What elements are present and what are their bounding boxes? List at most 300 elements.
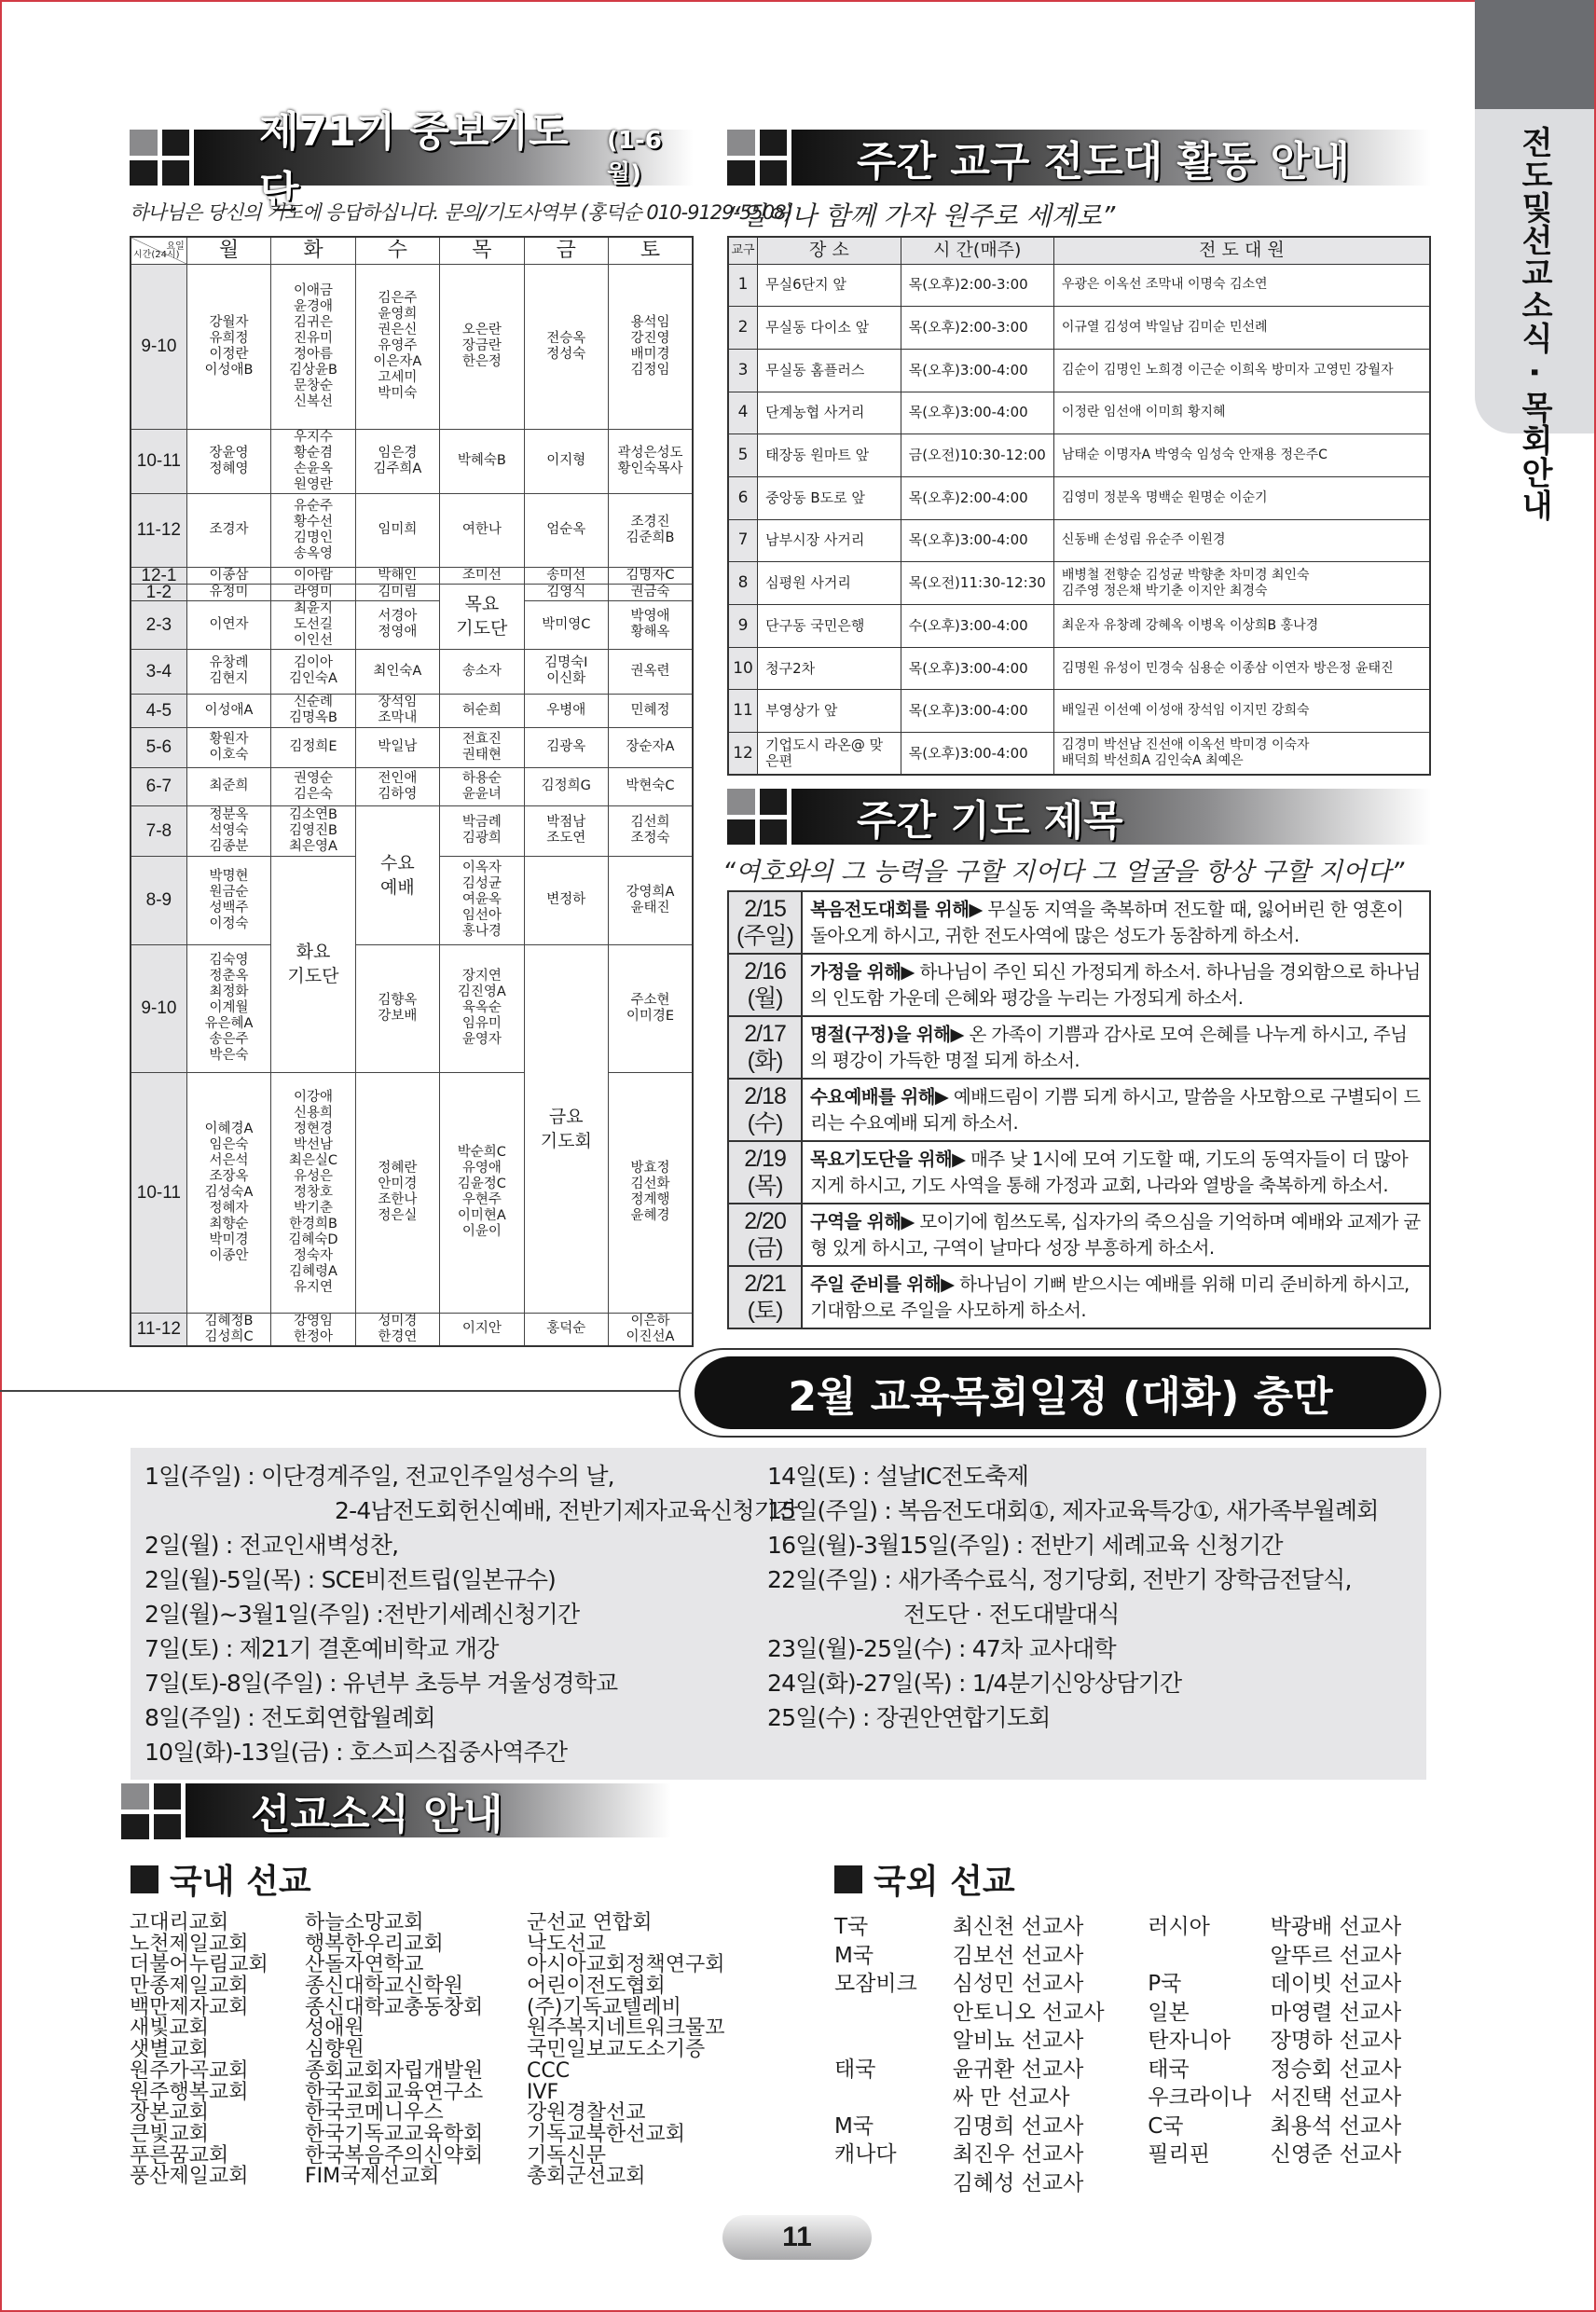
- district-number: 9: [728, 605, 758, 648]
- schedule-item: 23일(월)-25일(수) : 47차 교사대학: [767, 1635, 1116, 1662]
- names-cell: 권옥련: [608, 649, 693, 694]
- district-number: 12: [728, 733, 758, 776]
- names-cell: 용석임 강진영 배미경 김정임: [608, 264, 693, 429]
- table-row: [728, 733, 1430, 776]
- prayer-topics-subtitle: “여호와의 그 능력을 구할 지어다 그 얼굴을 항상 구할 지어다”: [722, 858, 1405, 887]
- missionary: 정승회 선교사: [1270, 2057, 1402, 2082]
- domestic-mission-item: 노천제일교회: [130, 1932, 249, 1956]
- place: 무실동 홈플러스: [758, 349, 901, 392]
- domestic-mission-item: 백만제자교회: [130, 1995, 249, 2019]
- table-row: [131, 727, 693, 767]
- mission-team-title: 주간 교구 전도대 활동 안내: [791, 130, 1431, 186]
- schedule-item: 2일(월)~3월1일(주일) :전반기세례신청기간: [144, 1601, 580, 1628]
- names-cell: 전인애 김하영: [355, 767, 439, 805]
- schedule-item: 2-4남전도회헌신예배, 전반기제자교육신청기간: [335, 1497, 798, 1524]
- table-row: [728, 562, 1430, 605]
- prayer-topic-row: [728, 1204, 1430, 1266]
- names-cell: 권영순 김은숙: [271, 767, 355, 805]
- table-row: [728, 392, 1430, 434]
- prayer-topic-row: [728, 1079, 1430, 1141]
- domestic-mission-item: 샛별교회: [130, 2038, 210, 2062]
- missionary: 김보선 선교사: [952, 1943, 1084, 1968]
- place: 기업도시 라온@ 맞은편: [758, 733, 901, 776]
- country: [834, 2084, 934, 2112]
- day-header: 토: [608, 237, 693, 264]
- schedule-item: 7일(토)-8일(주일) : 유년부 초등부 겨울성경학교: [144, 1670, 618, 1697]
- side-tab-dark-block: [1475, 0, 1594, 109]
- district-number: 3: [728, 349, 758, 392]
- district-number: 5: [728, 434, 758, 477]
- missionary: 김혜성 선교사: [952, 2170, 1084, 2195]
- schedule-left-column: [144, 1459, 797, 1769]
- table-row: [728, 605, 1430, 648]
- members: 이정란 임선애 이미희 황지혜: [1053, 392, 1430, 434]
- names-cell: 박현숙C: [608, 767, 693, 805]
- day-header: 목: [440, 237, 524, 264]
- members: 김경미 박선남 진선애 이옥선 박미경 이숙자 배덕희 박선희A 김인숙A 최예은: [1053, 733, 1430, 776]
- time: 목(오후)3:00-4:00: [901, 519, 1053, 562]
- missionary: 심성민 선교사: [952, 1972, 1084, 1996]
- names-cell: 엄순옥: [524, 493, 608, 567]
- names-cell: 강영희A 윤태진: [608, 856, 693, 944]
- country: 필리핀: [1148, 2142, 1210, 2167]
- prayer-topics-title: 주간 기도 제목: [791, 789, 1431, 845]
- place: 청구2차: [758, 647, 901, 690]
- country: 일본: [1148, 2000, 1190, 2025]
- prayer-body: 하나님이 기뻐 받으시는 예배를 위해 미리 준비하게 하시고, 기대함으로 주일을 사모하게 하소서.: [810, 1273, 1410, 1321]
- table-row: [131, 567, 693, 584]
- domestic-mission-item: 강원경찰선교: [527, 2101, 646, 2126]
- missionary: 신영준 선교사: [1270, 2142, 1402, 2167]
- time-slot: 1-2: [131, 584, 186, 600]
- domestic-mission-item: 고대리교회: [130, 1911, 229, 1934]
- names-cell: 이혜경A 임은숙 서은석 조장옥 김성숙A 정혜자 최향순 박미경 이종안: [186, 1072, 270, 1313]
- domestic-mission-item: 원주가곡교회: [130, 2058, 249, 2083]
- domestic-heading-text: 국내 선교: [170, 1863, 311, 1901]
- names-cell: 임은경 김주희A: [355, 429, 439, 493]
- members: 김영미 정분옥 명백순 원명순 이순기: [1053, 476, 1430, 519]
- names-cell: 성미경 한경연: [355, 1313, 439, 1346]
- place: 부영상가 앞: [758, 690, 901, 733]
- names-cell: 권금숙: [608, 584, 693, 600]
- names-cell: 장순자A: [608, 727, 693, 767]
- foreign-mission-row: [834, 2056, 1431, 2085]
- missions-header: [121, 1783, 671, 1837]
- names-cell: 이지형: [524, 429, 608, 493]
- domestic-mission-item: 장본교회: [130, 2101, 210, 2126]
- prayer-date: 2/20 (금): [728, 1204, 802, 1266]
- country: 캐나다: [834, 2142, 897, 2167]
- prayer-topics-header: [727, 789, 1431, 845]
- header-row: [728, 237, 1430, 264]
- prayer-date: 2/21 (토): [728, 1266, 802, 1328]
- domestic-mission-item: 산돌자연학교: [305, 1953, 424, 1977]
- names-cell: 장석임 조막내: [355, 694, 439, 727]
- domestic-mission-item: 기독신문: [527, 2143, 607, 2168]
- country: 태국: [834, 2057, 876, 2082]
- names-cell: 이강애 신용희 정현경 박선남 최은실C 유성은 정창호 박기춘 한경희B 김혜숙D 정숙자 김혜령A 유지연: [271, 1072, 355, 1313]
- missionary: 최진우 선교사: [952, 2142, 1084, 2167]
- country: M국: [834, 2113, 874, 2139]
- names-cell: 임미희: [355, 493, 439, 567]
- domestic-mission-item: 성애원: [305, 2016, 365, 2041]
- time: 목(오후)3:00-4:00: [901, 392, 1053, 434]
- table-row: [131, 694, 693, 727]
- members: 신동배 손성림 유순주 이원경: [1053, 519, 1430, 562]
- table-row: [728, 349, 1430, 392]
- names-cell: 최준희: [186, 767, 270, 805]
- names-cell: 정혜란 안미경 조한나 정은실: [355, 1072, 439, 1313]
- schedule-item: 7일(토) : 제21기 결혼예비학교 개강: [144, 1635, 499, 1662]
- prayer-team-subtitle: 하나님은 당신의 기도에 응답하십니다. 문의/기도사역부 (홍덕순 010-9129-5508): [130, 201, 792, 224]
- missionary: 안토니오 선교사: [952, 2000, 1105, 2025]
- names-cell: 조경진 김준희B: [608, 493, 693, 567]
- domestic-mission-item: 심향원: [305, 2038, 365, 2062]
- foreign-mission-row: [834, 2112, 1431, 2141]
- place: 무실6단지 앞: [758, 264, 901, 307]
- foreign-mission-row: [834, 2169, 1431, 2198]
- country: T국: [834, 1915, 869, 1939]
- district-number: 11: [728, 690, 758, 733]
- members: 이규열 김성여 박일남 김미순 민선례: [1053, 307, 1430, 350]
- page-number: 11: [722, 2215, 872, 2260]
- domestic-mission-item: 한국복음주의신약회: [305, 2143, 484, 2168]
- missionary: 서진택 선교사: [1270, 2085, 1402, 2110]
- names-cell: 우지수 황순겸 손윤옥 원영란: [271, 429, 355, 493]
- time-slot: 8-9: [131, 856, 186, 944]
- prayer-body: 무실동 지역을 축복하며 전도할 때, 잃어버린 한 영혼이 돌아오게 하시고, 귀한 전도사역에 많은 성도가 동참하게 하소서.: [810, 898, 1404, 946]
- country: 러시아: [1148, 1915, 1210, 1939]
- time-slot: 2-3: [131, 600, 186, 649]
- missionary: 김명희 선교사: [952, 2113, 1084, 2139]
- names-cell: 이종삼: [186, 567, 270, 584]
- names-cell: 김숙영 정춘옥 최정화 이계월 유은혜A 송은주 박은숙: [186, 944, 270, 1072]
- names-cell: 박영애 황해옥: [608, 600, 693, 649]
- schedule-item: 15일(주일) : 복음전도대회①, 제자교육특강①, 새가족부월례회: [767, 1497, 1379, 1524]
- missions-title: 선교소식 안내: [186, 1783, 671, 1837]
- time: 목(오후)2:00-4:00: [901, 476, 1053, 519]
- prayer-date: 2/18 (수): [728, 1079, 802, 1141]
- names-cell: 조미선: [440, 567, 524, 584]
- table-row: [131, 767, 693, 805]
- table-row: [728, 434, 1430, 477]
- place: 단구동 국민은행: [758, 605, 901, 648]
- names-cell: 우병애: [524, 694, 608, 727]
- place: 태장동 원마트 앞: [758, 434, 901, 477]
- domestic-mission-item: 새빛교회: [130, 2016, 210, 2041]
- prayer-text: [802, 1079, 1430, 1141]
- names-cell: 송미선: [524, 567, 608, 584]
- domestic-mission-item: 종회교회자립개발원: [305, 2058, 484, 2083]
- prayer-heading: 구역을 위해▶: [810, 1210, 915, 1232]
- domestic-mission-item: 낙도선교: [527, 1932, 607, 1956]
- names-cell: 민혜정: [608, 694, 693, 727]
- domestic-mission-item: 아시아교회정책연구회: [527, 1953, 725, 1977]
- group-prayer-cell: 목요 기도단: [440, 584, 524, 649]
- prayer-team-table: [130, 236, 694, 1347]
- names-cell: 김정희G: [524, 767, 608, 805]
- prayer-date: 2/16 (월): [728, 954, 802, 1016]
- domestic-mission-item: 군선교 연합회: [527, 1911, 653, 1934]
- foreign-mission-row: [834, 1970, 1431, 1999]
- column-header: 시 간(매주): [901, 237, 1053, 264]
- names-cell: 오은란 장금란 한은정: [440, 264, 524, 429]
- group-prayer-cell: 화요 기도단: [271, 856, 355, 1072]
- schedule-item: 24일(화)-27일(목) : 1/4분기신앙상담기간: [767, 1670, 1182, 1697]
- time-slot: 5-6: [131, 727, 186, 767]
- names-cell: 변정하: [524, 856, 608, 944]
- prayer-text: [802, 1016, 1430, 1079]
- place: 남부시장 사거리: [758, 519, 901, 562]
- schedule-item: 전도단 · 전도대발대식: [903, 1601, 1120, 1628]
- foreign-heading: [834, 1855, 1015, 1903]
- domestic-mission-item: 더불어누림교회: [130, 1953, 268, 1977]
- missionary: 데이빗 선교사: [1270, 1972, 1402, 1996]
- names-cell: 장지연 김진영A 육옥순 임유미 윤영자: [440, 944, 524, 1072]
- names-cell: 박혜숙B: [440, 429, 524, 493]
- domestic-mission-item: (주)기독교텔레비: [527, 1995, 681, 2019]
- table-row: [728, 647, 1430, 690]
- schedule-right-column: [767, 1459, 1379, 1735]
- day-header: 수: [355, 237, 439, 264]
- schedule-banner-title: 2월 교육목회일정 (대화) 충만: [695, 1356, 1426, 1429]
- district-number: 6: [728, 476, 758, 519]
- names-cell: 장윤영 정혜영: [186, 429, 270, 493]
- place: 무실동 다이소 앞: [758, 307, 901, 350]
- names-cell: 유정미: [186, 584, 270, 600]
- divider-line: [0, 1390, 690, 1392]
- names-cell: 허순희: [440, 694, 524, 727]
- foreign-mission-row: [834, 1999, 1431, 2028]
- prayer-topic-row: [728, 891, 1430, 954]
- prayer-topic-row: [728, 1016, 1430, 1079]
- domestic-column-1: [130, 1913, 283, 2188]
- column-header: 전 도 대 원: [1053, 237, 1430, 264]
- table-row: [131, 429, 693, 493]
- domestic-mission-item: 원주복지네트워크물꼬: [527, 2016, 725, 2041]
- schedule-item: 25일(수) : 장권안연합기도회: [767, 1704, 1051, 1731]
- foreign-mission-row: [834, 2084, 1431, 2112]
- names-cell: 박점남 조도연: [524, 805, 608, 856]
- district-number: 4: [728, 392, 758, 434]
- time-slot: 10-11: [131, 429, 186, 493]
- names-cell: 최인숙A: [355, 649, 439, 694]
- names-cell: 김명자C: [608, 567, 693, 584]
- table-row: [131, 805, 693, 856]
- members: 김순이 김명인 노희경 이근순 이희옥 방미자 고영민 강월자: [1053, 349, 1430, 392]
- names-cell: 이지안: [440, 1313, 524, 1346]
- prayer-text: [802, 1204, 1430, 1266]
- prayer-heading: 명절(구정)을 위해▶: [810, 1023, 964, 1045]
- time-slot: 10-11: [131, 1072, 186, 1313]
- members: 배일권 이선예 이성애 장석임 이지민 강희숙: [1053, 690, 1430, 733]
- names-cell: 유순주 황수선 김명인 송옥영: [271, 493, 355, 567]
- mission-team-subtitle: “일어나 함께 가자 원주로 세계로”: [727, 200, 1116, 231]
- domestic-mission-item: 국민일보교도소기증: [527, 2038, 706, 2062]
- squares-icon: [121, 1783, 181, 1839]
- table-row: [131, 649, 693, 694]
- domestic-column-2: [305, 1911, 484, 2189]
- names-cell: 김향옥 강보배: [355, 944, 439, 1072]
- prayer-topic-row: [728, 1266, 1430, 1328]
- members: 배병철 전향순 김성균 박향춘 차미경 최인숙 김주영 정은채 박기춘 이지안 최경숙: [1053, 562, 1430, 605]
- squares-icon: [727, 130, 787, 186]
- missionary: 마영렬 선교사: [1270, 2000, 1402, 2025]
- names-cell: 정분옥 석영숙 김종분: [186, 805, 270, 856]
- names-cell: 강월자 유희정 이정란 이성애B: [186, 264, 270, 429]
- domestic-mission-item: 종신대학교총동창회: [305, 1995, 484, 2019]
- domestic-mission-item: 원주행복교회: [130, 2080, 249, 2104]
- country: P국: [1148, 1972, 1182, 1996]
- missionary: 알비뇨 선교사: [952, 2029, 1084, 2053]
- column-header: 교구: [728, 237, 758, 264]
- domestic-mission-item: 한국코메니우스: [305, 2101, 444, 2126]
- district-number: 1: [728, 264, 758, 307]
- names-cell: 김혜정B 김성희C: [186, 1313, 270, 1346]
- names-cell: 신순례 김명옥B: [271, 694, 355, 727]
- prayer-heading: 가정을 위해▶: [810, 960, 915, 983]
- table-row: [131, 944, 693, 1072]
- names-cell: 이연자: [186, 600, 270, 649]
- day-header: 금: [524, 237, 608, 264]
- prayer-topics-table: [727, 890, 1431, 1329]
- group-prayer-cell: 금요 기도회: [524, 944, 608, 1313]
- time: 목(오후)3:00-4:00: [901, 349, 1053, 392]
- names-cell: 조경자: [186, 493, 270, 567]
- names-cell: 홍덕순: [524, 1313, 608, 1346]
- schedule-item: 16일(월)-3월15일(주일) : 전반기 세례교육 신청기간: [767, 1532, 1283, 1559]
- members: 최운자 유창례 강혜옥 이병옥 이상희B 홍나경: [1053, 605, 1430, 648]
- missionary: 장명하 선교사: [1270, 2029, 1402, 2053]
- schedule-item: 2일(월)-5일(목) : SCE비전트립(일본규수): [144, 1566, 556, 1593]
- names-cell: 전효진 권태현: [440, 727, 524, 767]
- names-cell: 황원자 이호숙: [186, 727, 270, 767]
- table-row: [131, 264, 693, 429]
- time: 목(오후)2:00-3:00: [901, 264, 1053, 307]
- names-cell: 강영임 한정아: [271, 1313, 355, 1346]
- table-row: [728, 690, 1430, 733]
- names-cell: 이애금 윤경애 김귀은 진유미 정아름 김상윤B 문창순 신복선: [271, 264, 355, 429]
- domestic-mission-item: 종신대학교신학원: [305, 1975, 464, 1999]
- prayer-team-title: [194, 108, 694, 215]
- table-row: [728, 519, 1430, 562]
- country: M국: [834, 1943, 874, 1968]
- names-cell: 곽성은성도 황인숙목사: [608, 429, 693, 493]
- schedule-item: 1일(주일) : 이단경계주일, 전교인주일성수의 날,: [144, 1463, 614, 1490]
- time-slot: 9-10: [131, 944, 186, 1072]
- missionary: [1271, 2169, 1422, 2198]
- schedule-item: 2일(월) : 전교인새벽성찬,: [144, 1532, 399, 1559]
- country: [834, 1999, 934, 2028]
- country: 탄자니아: [1148, 2029, 1231, 2053]
- table-row: [728, 476, 1430, 519]
- foreign-missions-list: [834, 1913, 1431, 2197]
- names-cell: 서경아 정영애: [355, 600, 439, 649]
- time: 금(오전)10:30-12:00: [901, 434, 1053, 477]
- prayer-date: 2/15 (주일): [728, 891, 802, 954]
- prayer-text: [802, 954, 1430, 1016]
- time-slot: 4-5: [131, 694, 186, 727]
- foreign-mission-row: [834, 1913, 1431, 1942]
- names-cell: 송소자: [440, 649, 524, 694]
- prayer-text: [802, 1141, 1430, 1204]
- members: 남태순 이명자A 박영숙 임성숙 안재용 정은주C: [1053, 434, 1430, 477]
- names-cell: 김정희E: [271, 727, 355, 767]
- missionary: 최용석 선교사: [1270, 2113, 1402, 2139]
- country: 태국: [1148, 2057, 1190, 2082]
- domestic-heading: [131, 1855, 311, 1903]
- domestic-mission-item: 하늘소망교회: [305, 1911, 424, 1934]
- time-slot: 9-10: [131, 264, 186, 429]
- domestic-mission-item: IVF: [527, 2080, 559, 2104]
- names-cell: 박순희C 유영애 김윤정C 우현주 이미현A 이윤이: [440, 1072, 524, 1313]
- domestic-mission-item: 푸른꿈교회: [130, 2143, 229, 2168]
- domestic-mission-item: 한국기독교교육학회: [305, 2122, 484, 2146]
- country: [834, 2169, 934, 2198]
- mission-team-header: [727, 130, 1431, 186]
- domestic-mission-item: 만종제일교회: [130, 1975, 249, 1999]
- names-cell: 박금례 김광희: [440, 805, 524, 856]
- table-row: [131, 584, 693, 600]
- time: 목(오후)3:00-4:00: [901, 733, 1053, 776]
- time-slot: 11-12: [131, 493, 186, 567]
- mission-team-table: [727, 236, 1431, 776]
- section-side-tab: [1475, 0, 1594, 522]
- district-number: 7: [728, 519, 758, 562]
- names-cell: 라영미: [271, 584, 355, 600]
- country: 우크라이나: [1148, 2085, 1252, 2110]
- domestic-mission-item: FIM국제선교회: [305, 2165, 440, 2189]
- names-cell: 김은주 윤영희 권은신 유영주 이은자A 고세미 박미숙: [355, 264, 439, 429]
- time-slot: 7-8: [131, 805, 186, 856]
- names-cell: 김소연B 김영진B 최은영A: [271, 805, 355, 856]
- domestic-column-3: [527, 1913, 748, 2188]
- time: 수(오후)3:00-4:00: [901, 605, 1053, 648]
- corner-time-label: 시간(24시): [133, 249, 180, 260]
- prayer-heading: 주일 준비를 위해▶: [810, 1273, 955, 1295]
- place: 단계농협 사거리: [758, 392, 901, 434]
- district-number: 2: [728, 307, 758, 350]
- missionary: 윤귀환 선교사: [952, 2057, 1084, 2082]
- names-cell: 김선희 조정숙: [608, 805, 693, 856]
- foreign-heading-text: 국외 선교: [874, 1863, 1015, 1901]
- domestic-mission-item: 행복한우리교회: [305, 1932, 444, 1956]
- side-tab-label: 전도및선교소식 · 목회안내: [1515, 126, 1553, 522]
- table-row: [131, 1313, 693, 1346]
- names-cell: 김이아 김인숙A: [271, 649, 355, 694]
- country: C국: [1148, 2113, 1184, 2139]
- country: [1148, 2169, 1251, 2198]
- corner-day-label: 요일: [166, 241, 185, 252]
- squares-icon: [130, 130, 189, 186]
- prayer-body: 매주 낮 1시에 모여 기도할 때, 기도의 동역자들이 더 많아지게 하시고, 기도 사역을 통해 가정과 교회, 나라와 열방을 축복하게 하소서.: [810, 1148, 1409, 1196]
- prayer-text: [802, 891, 1430, 954]
- schedule-item: 22일(주일) : 새가족수료식, 정기당회, 전반기 장학금전달식,: [767, 1566, 1352, 1593]
- prayer-body: 온 가족이 기쁨과 감사로 모여 은혜를 나누게 하시고, 주님의 평강이 가득한 명절 되게 하소서.: [810, 1023, 1408, 1071]
- prayer-heading: 목요기도단을 위해▶: [810, 1148, 966, 1170]
- group-prayer-cell: 수요 예배: [355, 805, 439, 944]
- names-cell: 여한나: [440, 493, 524, 567]
- prayer-topic-row: [728, 1141, 1430, 1204]
- prayer-date: 2/17 (화): [728, 1016, 802, 1079]
- prayer-heading: 수요예배를 위해▶: [810, 1085, 949, 1108]
- names-cell: 박일남: [355, 727, 439, 767]
- names-cell: 유창례 김현지: [186, 649, 270, 694]
- day-header: 화: [271, 237, 355, 264]
- schedule-item: 10일(화)-13일(금) : 호스피스집중사역주간: [144, 1739, 568, 1766]
- missionary: 싸 만 선교사: [952, 2085, 1070, 2110]
- names-cell: 최윤지 도선길 이인선: [271, 600, 355, 649]
